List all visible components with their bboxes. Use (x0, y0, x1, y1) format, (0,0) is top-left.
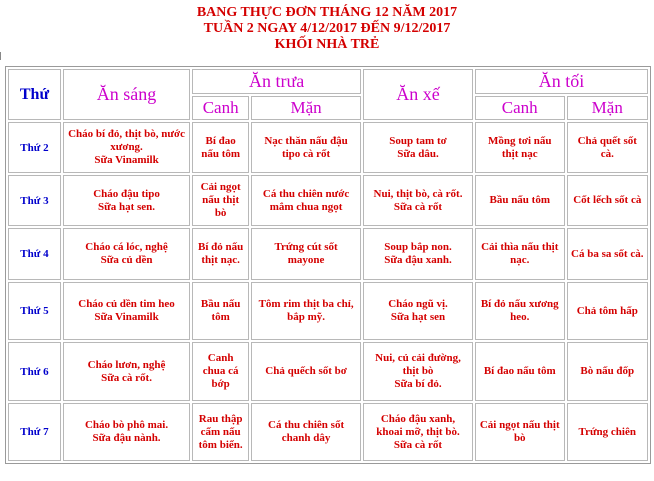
breakfast-cell: Cháo cá lóc, nghệ Sữa củ dền (63, 228, 190, 280)
meal-menu-table (5, 66, 651, 464)
lunch-main-cell: Cá thu chiên sốt chanh dây (251, 403, 361, 461)
table-row (8, 175, 648, 226)
lunch-soup-cell: Bí đao nấu tôm (192, 122, 249, 173)
table-row (8, 228, 648, 280)
snack-cell: Nui, củ cải đường, thịt bò Sữa bí đỏ. (363, 342, 473, 401)
snack-cell: Cháo đậu xanh, khoai mỡ, thịt bò. Sữa cà rốt (363, 403, 473, 461)
day-cell: Thứ 4 (8, 228, 61, 280)
dinner-soup-cell: Bí đỏ nấu xương heo. (475, 282, 565, 340)
breakfast-cell: Cháo bí đỏ, thịt bò, nước xương. Sữa Vinamilk (63, 122, 190, 173)
snack-cell: Soup tam tơ Sữa dâu. (363, 122, 473, 173)
header-toi-man: Mặn (567, 96, 648, 120)
snack-cell: Soup bắp non. Sữa đậu xanh. (363, 228, 473, 280)
cursor-mark (0, 52, 1, 60)
day-cell: Thứ 6 (8, 342, 61, 401)
dinner-soup-cell: Mồng tơi nấu thịt nạc (475, 122, 565, 173)
lunch-soup-cell: Bầu nấu tôm (192, 282, 249, 340)
dinner-main-cell: Cá ba sa sốt cà. (567, 228, 648, 280)
snack-cell: Nui, thịt bò, cà rốt. Sữa cà rốt (363, 175, 473, 226)
day-cell: Thứ 3 (8, 175, 61, 226)
lunch-soup-cell: Bí đỏ nấu thịt nạc. (192, 228, 249, 280)
lunch-main-cell: Nạc thăn nấu đậu tipo cà rốt (251, 122, 361, 173)
header-trua-man: Mặn (251, 96, 361, 120)
dinner-main-cell: Cốt lếch sốt cà (567, 175, 648, 226)
week-dates: TUẦN 2 NGAY 4/12/2017 ĐẾN 9/12/2017 (203, 21, 451, 36)
dinner-main-cell: Chả quết sốt cà. (567, 122, 648, 173)
header-trua-canh: Canh (192, 96, 249, 120)
snack-cell: Cháo ngũ vị. Sữa hạt sen (363, 282, 473, 340)
breakfast-cell: Cháo đậu tipo Sữa hạt sen. (63, 175, 190, 226)
dinner-soup-cell: Bầu nấu tôm (475, 175, 565, 226)
header-an-toi: Ăn tối (475, 69, 648, 94)
dinner-main-cell: Bò nấu đốp (567, 342, 648, 401)
lunch-main-cell: Cá thu chiên nước mắm chua ngọt (251, 175, 361, 226)
table-row (8, 122, 648, 173)
table-row (8, 403, 648, 461)
table-row (8, 282, 648, 340)
breakfast-cell: Cháo củ dền tim heo Sữa Vinamilk (63, 282, 190, 340)
header-thu: Thứ (8, 69, 61, 120)
dinner-main-cell: Trứng chiên (567, 403, 648, 461)
dinner-main-cell: Chả tôm hấp (567, 282, 648, 340)
day-cell: Thứ 7 (8, 403, 61, 461)
day-cell: Thứ 2 (8, 122, 61, 173)
class-group: KHỐI NHÀ TRẺ (274, 37, 380, 52)
header-an-sang: Ăn sáng (63, 69, 190, 120)
lunch-main-cell: Trứng cút sốt mayone (251, 228, 361, 280)
breakfast-cell: Cháo bò phô mai. Sữa đậu nành. (63, 403, 190, 461)
breakfast-cell: Cháo lươn, nghệ Sữa cà rốt. (63, 342, 190, 401)
table-row (8, 342, 648, 401)
lunch-soup-cell: Canh chua cá bớp (192, 342, 249, 401)
dinner-soup-cell: Cải thìa nấu thịt nạc. (475, 228, 565, 280)
menu-title: BANG THỰC ĐƠN THÁNG 12 NĂM 2017 (196, 5, 458, 20)
lunch-main-cell: Chả quếch sốt bơ (251, 342, 361, 401)
header-an-trua: Ăn trưa (192, 69, 361, 94)
lunch-soup-cell: Cải ngọt nấu thịt bò (192, 175, 249, 226)
day-cell: Thứ 5 (8, 282, 61, 340)
header-an-xe: Ăn xế (363, 69, 473, 120)
lunch-soup-cell: Rau thập cẩm nấu tôm biển. (192, 403, 249, 461)
dinner-soup-cell: Bí đao nấu tôm (475, 342, 565, 401)
lunch-main-cell: Tôm rim thịt ba chỉ, bắp mỹ. (251, 282, 361, 340)
dinner-soup-cell: Cải ngọt nấu thịt bò (475, 403, 565, 461)
header-toi-canh: Canh (475, 96, 565, 120)
